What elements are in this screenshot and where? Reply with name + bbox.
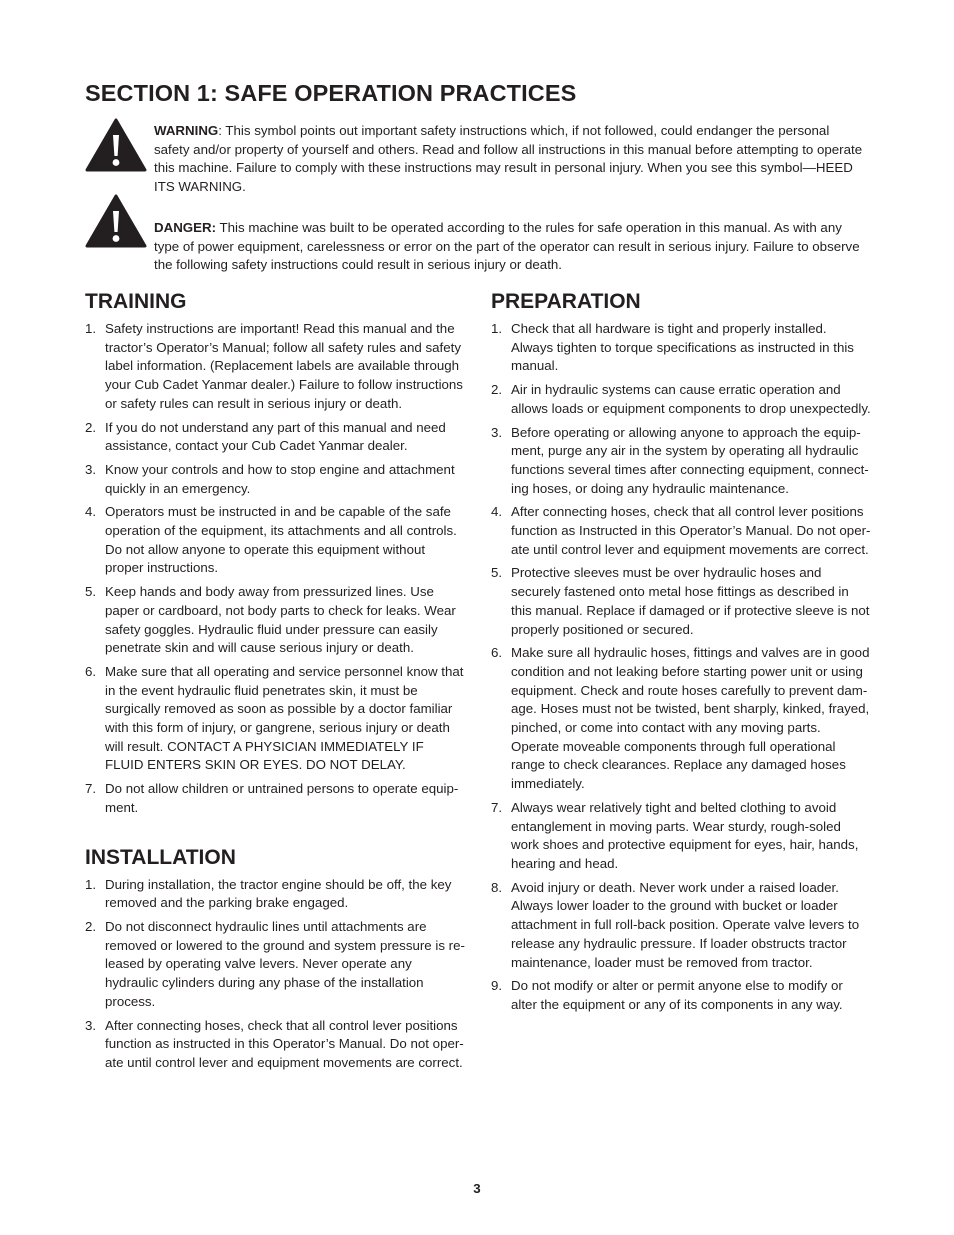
- warning-triangle-icon: [85, 118, 147, 172]
- right-column: [491, 289, 871, 1020]
- list-item: [85, 918, 465, 1012]
- installation-list: [85, 876, 465, 1073]
- list-item: [85, 583, 465, 658]
- item-number: 3.: [85, 1017, 97, 1033]
- warning-text: [154, 122, 866, 197]
- item-text: Air in hydraulic systems can cause erratic operation and allows loads or equipment components to drop unexpectedly.: [511, 382, 871, 416]
- item-number: 2.: [491, 382, 503, 398]
- item-number: 8.: [491, 879, 503, 895]
- item-text: Always wear relatively tight and belted clothing to avoid entanglement in moving parts. Wear sturdy, rough-soled work shoes and protective equipment for eyes, hair, hands, hearing and head.: [511, 799, 859, 871]
- list-item: [85, 876, 465, 913]
- list-item: [85, 780, 465, 817]
- item-number: 9.: [491, 978, 503, 994]
- list-item: [491, 381, 871, 418]
- item-text: Keep hands and body away from pressurized lines. Use paper or cardboard, not body parts to check for leaks. Wear safety goggles. Hydraulic fluid under pressure can easily penetrate skin and will cause serious injury or death.: [105, 584, 456, 656]
- list-item: [491, 799, 871, 874]
- item-number: 1.: [85, 876, 97, 892]
- list-item: [85, 503, 465, 578]
- section-gap: [85, 823, 465, 845]
- item-text: If you do not understand any part of this manual and need assistance, contact your Cub Cadet Yanmar dealer.: [105, 419, 446, 454]
- item-number: 1.: [85, 321, 97, 336]
- item-number: 7.: [85, 781, 97, 797]
- list-item: [85, 461, 465, 498]
- item-text: Before operating or allowing anyone to approach the equip-ment, purge any air in the system by operating all hydraulic functions several times after connecting equipment, connect-ing hoses, or doing any hydraulic maintenance.: [511, 424, 869, 496]
- page-title: SECTION 1: SAFE OPERATION PRACTICES: [85, 80, 577, 106]
- item-text: Do not disconnect hydraulic lines until attachments are removed or lowered to the ground and system pressure is re-leased by operating valve levers. Never operate any hydraulic cylinders during any phase of the installation process.: [105, 918, 465, 1009]
- item-number: 4.: [85, 504, 97, 520]
- installation-heading: INSTALLATION: [85, 845, 236, 869]
- list-item: [491, 564, 871, 639]
- list-item: [491, 879, 871, 973]
- item-text: Avoid injury or death. Never work under a raised loader. Always lower loader to the ground with bucket or loader attachment in full roll-back position. Operate valve levers to release any hydraulic pressure. If loader obstructs tractor maintenance, loader must be removed from tractor.: [511, 879, 860, 970]
- preparation-heading: PREPARATION: [491, 290, 641, 313]
- list-item: [85, 663, 465, 775]
- list-item: [85, 1017, 465, 1073]
- item-number: 5.: [491, 565, 503, 581]
- left-column: [85, 289, 465, 1078]
- item-text: After connecting hoses, check that all control lever positions function as instructed in this Operator’s Manual. Do not oper-ate until control lever and equipment movements are correct.: [105, 1017, 464, 1070]
- preparation-list: [491, 320, 871, 1015]
- item-number: 1.: [491, 321, 503, 336]
- item-text: During installation, the tractor engine should be off, the key removed and the parking brake engaged.: [105, 876, 452, 911]
- danger-label: DANGER:: [154, 220, 217, 235]
- page-number: 3: [473, 1181, 481, 1196]
- list-item: [491, 977, 871, 1014]
- item-number: 3.: [85, 461, 97, 477]
- list-item: [491, 644, 871, 794]
- item-text: Make sure that all operating and service personnel know that in the event hydraulic fluid penetrates skin, it must be surgically removed as soon as possible by a doctor familiar with this form of injury, or gangrene, serious injury or death will result. CONTACT A PHYSICIAN IMMEDIATELY IF FLUID ENTERS SKIN OR EYES. DO NOT DELAY.: [105, 663, 464, 773]
- item-text: Protective sleeves must be over hydraulic hoses and securely fastened onto metal hose fittings as described in this manual. Replace if damaged or if protective sleeve is not properly positioned or secured.: [511, 565, 870, 637]
- item-number: 2.: [85, 419, 97, 435]
- warning-label: WARNING: [154, 123, 219, 138]
- training-heading: TRAINING: [85, 290, 187, 313]
- list-item: [85, 320, 465, 414]
- danger-body: This machine was built to be operated according to the rules for safe operation in this manual. As with any type of power equipment, carelessness or error on the part of the operator can result in serious injury. Failure to observe the following safety instructions could result in serious injury or death.: [154, 220, 860, 273]
- list-item: [491, 320, 871, 376]
- training-list: [85, 320, 465, 818]
- item-number: 7.: [491, 799, 503, 815]
- item-number: 5.: [85, 584, 97, 600]
- danger-triangle-icon: [85, 194, 147, 248]
- item-text: Safety instructions are important! Read this manual and the tractor’s Operator’s Manual; follow all safety rules and safety label information. (Replacement labels are available through your Cub Cadet Yanmar dealer.) Failure to follow instructions or safety rules can result in serious injury or death.: [105, 321, 463, 411]
- item-text: Do not modify or alter or permit anyone else to modify or alter the equipment or any of its components in any way.: [511, 978, 843, 1012]
- item-text: Do not allow children or untrained persons to operate equip-ment.: [105, 781, 459, 815]
- list-item: [491, 503, 871, 559]
- item-number: 2.: [85, 918, 97, 934]
- item-text: After connecting hoses, check that all control lever positions function as Instructed in this Operator’s Manual. Do not oper-ate until control lever and equipment movements are correct.: [511, 504, 871, 557]
- item-number: 3.: [491, 424, 503, 440]
- list-item: [85, 419, 465, 456]
- item-text: Operators must be instructed in and be capable of the safe operation of the equipment, its attachments and all controls. Do not allow anyone to operate this equipment without proper instructions.: [105, 504, 457, 576]
- warning-body: : This symbol points out important safety instructions which, if not followed, could endanger the personal safety and/or property of yourself and others. Read and follow all instructions in this manual before attempting to operate this machine. Failure to comply with these instructions may result in personal injury. When you see this symbol—HEED ITS WARNING.: [154, 123, 863, 195]
- item-text: Check that all hardware is tight and properly installed. Always tighten to torque specifications as instructed in this manual.: [511, 321, 854, 374]
- danger-text: [154, 219, 866, 275]
- list-item: [491, 424, 871, 499]
- item-text: Make sure all hydraulic hoses, fittings and valves are in good condition and not leaking before starting power unit or using equipment. Check and route hoses carefully to prevent dam-age. Hoses must not be twisted, bent sharply, kinked, frayed, pinched, or come into contact with any moving parts. Operate moveable components through full operational range to check clearances. Replace any damaged hoses immediately.: [511, 645, 870, 792]
- item-number: 6.: [85, 663, 97, 679]
- item-number: 4.: [491, 504, 503, 520]
- item-text: Know your controls and how to stop engine and attachment quickly in an emergency.: [105, 461, 455, 496]
- item-number: 6.: [491, 645, 503, 661]
